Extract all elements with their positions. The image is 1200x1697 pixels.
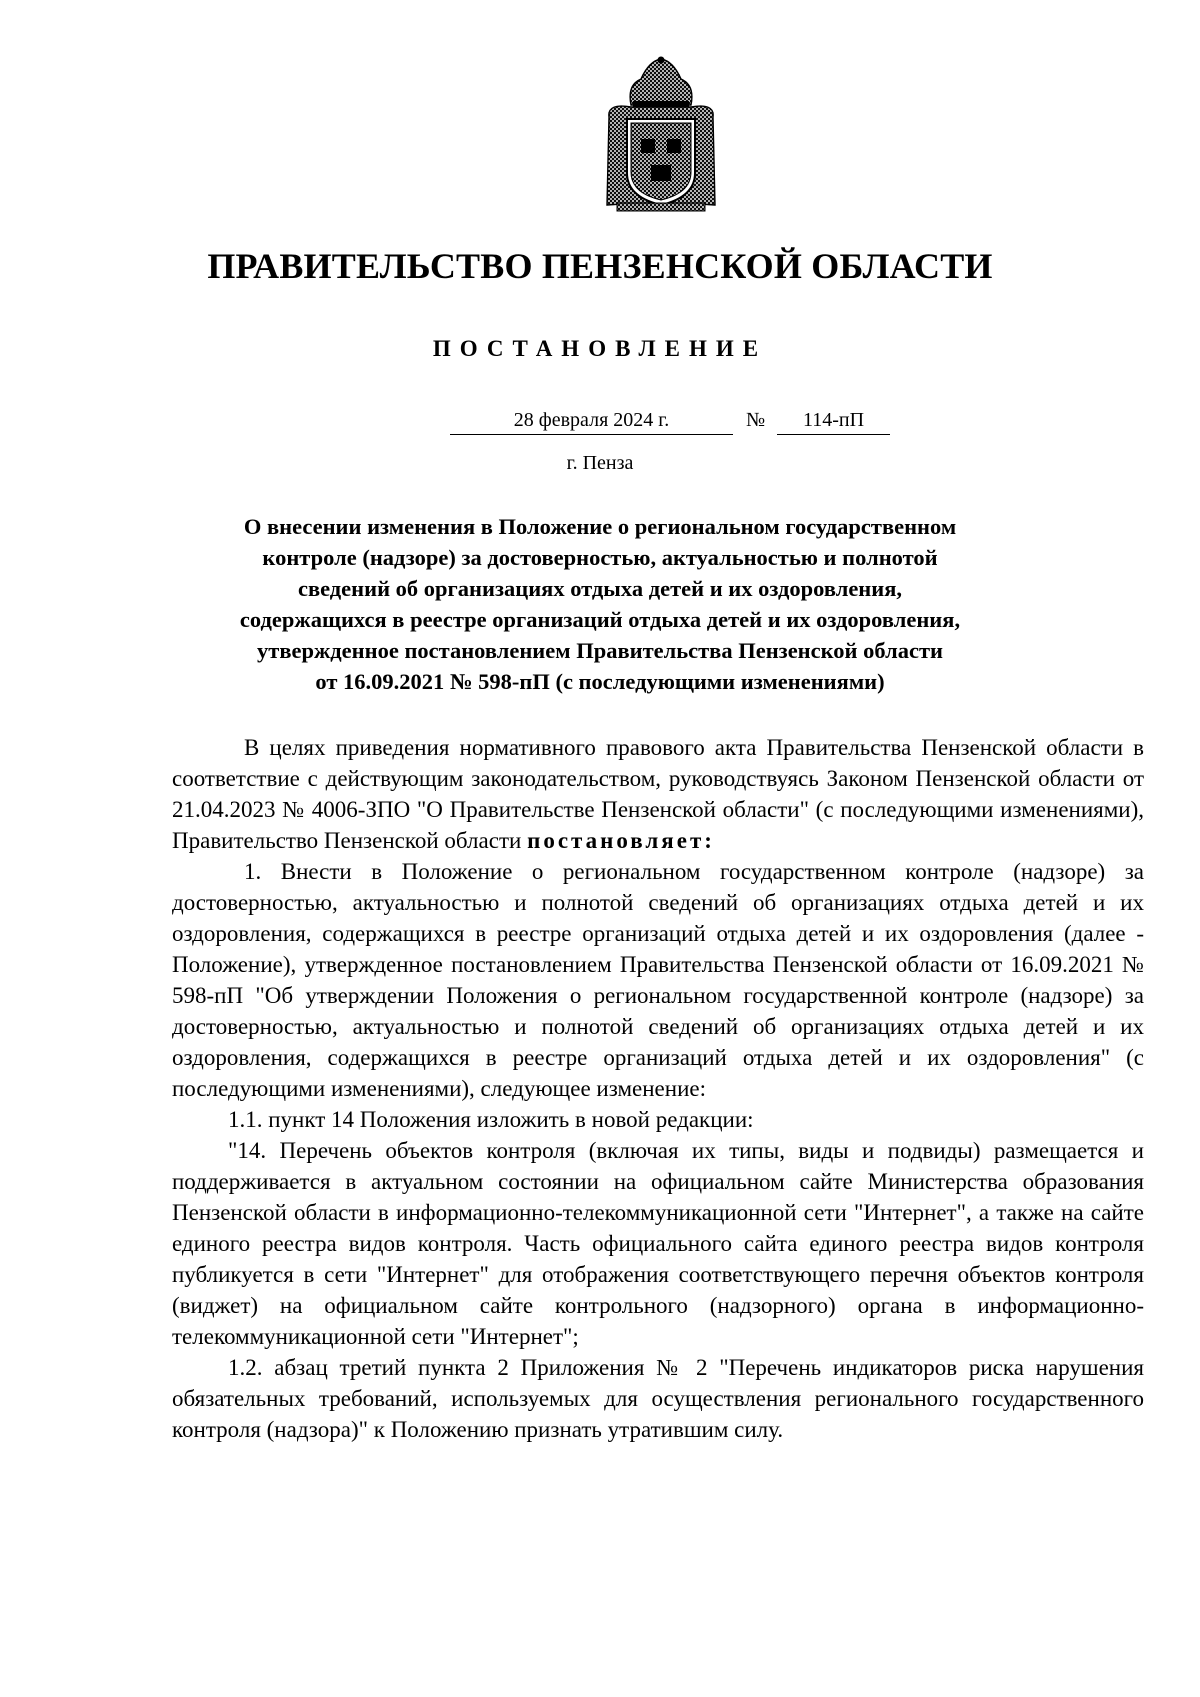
paragraph-1-2: 1.2. абзац третий пункта 2 Приложения № 2 "Перечень индикаторов риска нарушения обязательных требований, используемых для осуществления регионального государственного контроля (надзора)" к Положению признать утратившим силу. [172, 1355, 1144, 1442]
paragraph-14: "14. Перечень объектов контроля (включая их типы, виды и подвиды) размещается и поддерживается в актуальном состоянии на официальном сайте Министерства образования Пензенской области в информационно-телекоммуникационной сети "Интернет", а также на сайте единого реестра видов контроля. Часть официального сайта единого реестра видов контроля публикуется в сети "Интернет" для отображения соответствующего перечня объектов контроля (виджет) на официальном сайте контрольного (надзорного) органа в информационно-телекоммуникационной сети "Интернет"; [172, 1138, 1144, 1349]
decree-word: постановляет: [527, 828, 715, 853]
number-sign: № [746, 409, 766, 431]
document-type: ПОСТАНОВЛЕНИЕ [432, 336, 768, 361]
document-date: 28 февраля 2024 г. [450, 406, 733, 435]
document-subject [180, 511, 1020, 697]
intro-text: В целях приведения нормативного правового акта Правительства Пензенской области в соответствие с действующим законодательством, руководствуясь Законом Пензенской области от 21.04.2023 № 4006-ЗПО "О Правительстве Пензенской области" (с последующими изменениями), Правительство Пензенской области [172, 735, 1144, 853]
document-body [172, 732, 1144, 1445]
subject-line: утвержденное постановлением Правительства Пензенской области [257, 638, 943, 663]
government-title: ПРАВИТЕЛЬСТВО ПЕНЗЕНСКОЙ ОБЛАСТИ [207, 246, 993, 286]
paragraph-1-1: 1.1. пункт 14 Положения изложить в новой редакции: [228, 1107, 754, 1132]
intro-paragraph [172, 732, 1144, 856]
subject-line: О внесении изменения в Положение о региональном государственном [243, 514, 957, 539]
coat-of-arms-emblem [597, 55, 725, 213]
subject-line: от 16.09.2021 № 598-пП (с последующими изменениями) [315, 669, 885, 694]
subject-line: содержащихся в реестре организаций отдыха детей и их оздоровления, [239, 607, 961, 632]
document-number: 114-пП [777, 406, 890, 435]
subject-line: контроле (надзоре) за достоверностью, актуальностью и полнотой [262, 545, 938, 570]
date-number-line [0, 406, 1200, 440]
city: г. Пенза [566, 452, 634, 474]
paragraph-1: 1. Внести в Положение о региональном государственном контроле (надзоре) за достоверностью, актуальностью и полнотой сведений об организациях отдыха детей и их оздоровления, содержащихся в реестре организаций отдыха детей и их оздоровления (далее - Положение), утвержденное постановлением Правительства Пензенской области от 16.09.2021 № 598-пП "Об утверждении Положения о региональном государственной контроле (надзоре) за достоверностью, актуальностью и полнотой сведений об организациях отдыха детей и их оздоровления, содержащихся в реестре организаций отдыха детей и их оздоровления" (с последующими изменениями), следующее изменение: [172, 859, 1144, 1101]
subject-line: сведений об организациях отдыха детей и их оздоровления, [297, 576, 903, 601]
